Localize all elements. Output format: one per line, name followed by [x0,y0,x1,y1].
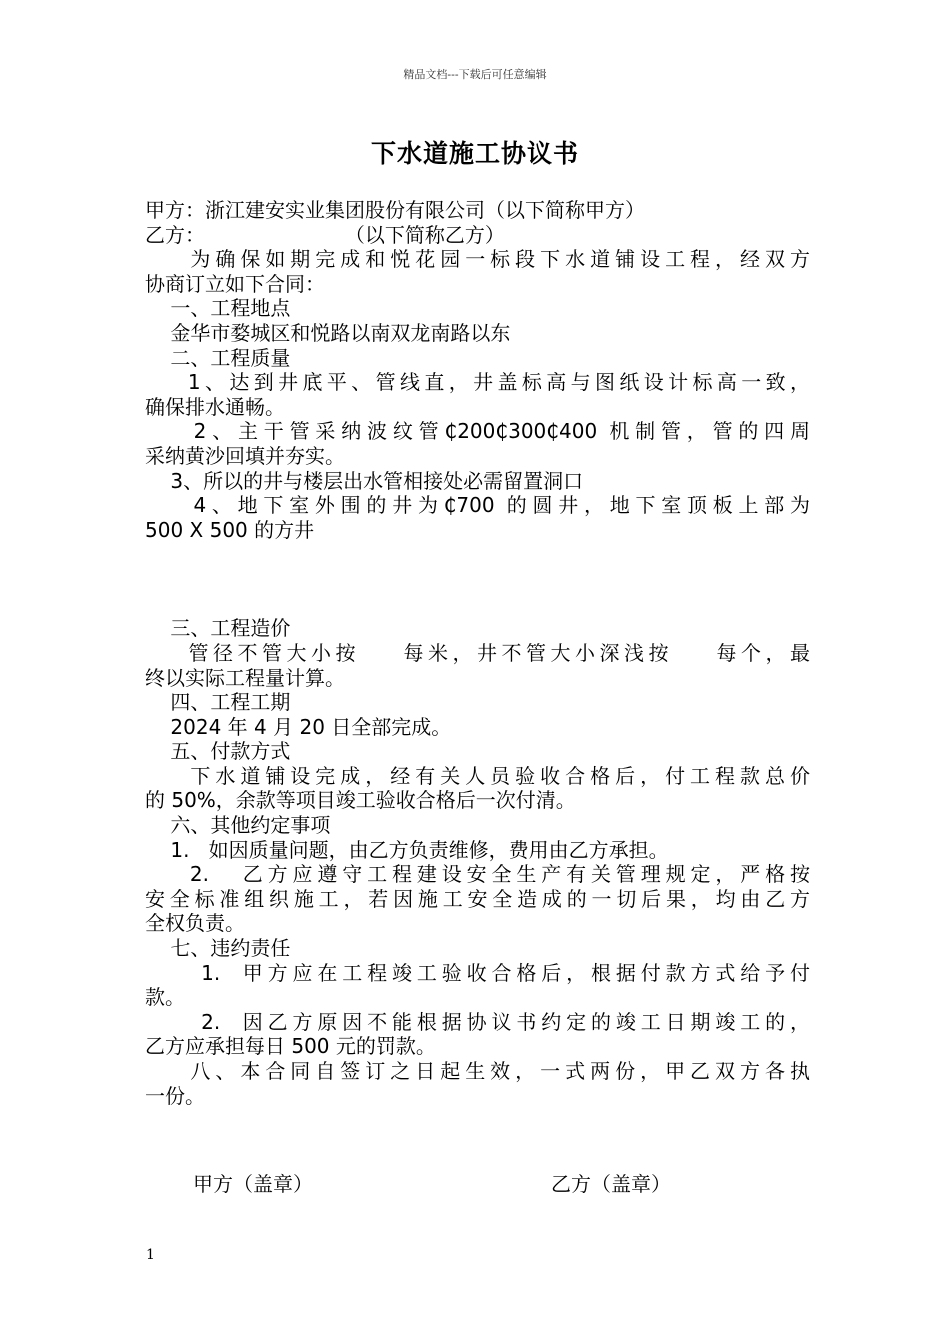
section-3-text-a: 管径不管大小按 每米，井不管大小深浅按 每个，最 [145,640,810,665]
section-2-item-2a: 2、主干管采纳波纹管₵200₵300₵400 机制管，管的四周 [145,419,810,444]
intro-line-2: 协商订立如下合同： [145,271,325,296]
section-4-text: 2024 年 4 月 20 日全部完成。 [145,714,452,739]
section-6-item-1: 1. 如因质量问题，由乙方负责维修，费用由乙方承担。 [145,837,669,862]
section-7-item-2b: 乙方应承担每日 500 元的罚款。 [145,1034,436,1059]
section-6-item-2a: 2. 乙方应遵守工程建设安全生产有关管理规定，严格按 [145,862,810,887]
section-8-text-b: 一份。 [145,1083,205,1108]
section-1-text: 金华市婺城区和悦路以南双龙南路以东 [145,320,511,345]
section-2-title: 二、工程质量 [145,345,291,370]
section-2-item-1b: 确保排水通畅。 [145,394,285,419]
party-a-seal-label: 甲方（盖章） [193,1172,313,1196]
section-3-title: 三、工程造价 [145,616,291,641]
page-header: 精品文档---下载后可任意编辑 [403,68,547,81]
document-title: 下水道施工协议书 [370,139,579,168]
section-7-item-1a: 1. 甲方应在工程竣工验收合格后，根据付款方式给予付 [145,960,810,985]
section-2-item-4b: 500 X 500 的方井 [145,517,315,542]
section-3-text-b: 终以实际工程量计算。 [145,665,345,690]
party-a-line: 甲方：浙江建安实业集团股份有限公司（以下简称甲方） [145,198,645,222]
section-6-item-2c: 全权负责。 [145,911,245,936]
section-2-item-2b: 采纳黄沙回填并夯实。 [145,443,345,468]
section-7-item-2a: 2. 因乙方原因不能根据协议书约定的竣工日期竣工的， [145,1009,810,1034]
page-number: 1 [146,1247,155,1263]
section-2-item-4a: 4、地下室外围的井为₵700 的圆井，地下室顶板上部为 [145,493,810,518]
section-7-title: 七、违约责任 [145,936,291,961]
section-5-text-b: 的 50%，余款等项目竣工验收合格后一次付清。 [145,788,576,813]
section-2-item-1a: 1、达到井底平、管线直，井盖标高与图纸设计标高一致， [145,370,810,395]
section-8-text-a: 八、本合同自签订之日起生效，一式两份，甲乙双方各执 [145,1059,810,1083]
section-2-item-3: 3、所以的井与楼层出水管相接处必需留置洞口 [145,468,584,493]
section-7-item-1b: 款。 [145,985,185,1010]
party-b-seal-label: 乙方（盖章） [551,1172,671,1196]
section-6-title: 六、其他约定事项 [145,813,331,838]
document-body [145,198,810,1108]
section-1-title: 一、工程地点 [145,296,291,321]
section-5-title: 五、付款方式 [145,739,291,764]
party-b-line: 乙方： （以下简称乙方） [145,222,505,247]
section-6-item-2b: 安全标准组织施工，若因施工安全造成的一切后果，均由乙方 [145,886,810,911]
intro-line-1: 为确保如期完成和悦花园一标段下水道铺设工程，经双方 [145,247,810,272]
section-4-title: 四、工程工期 [145,690,291,715]
section-5-text-a: 下水道铺设完成，经有关人员验收合格后，付工程款总价 [145,763,810,788]
